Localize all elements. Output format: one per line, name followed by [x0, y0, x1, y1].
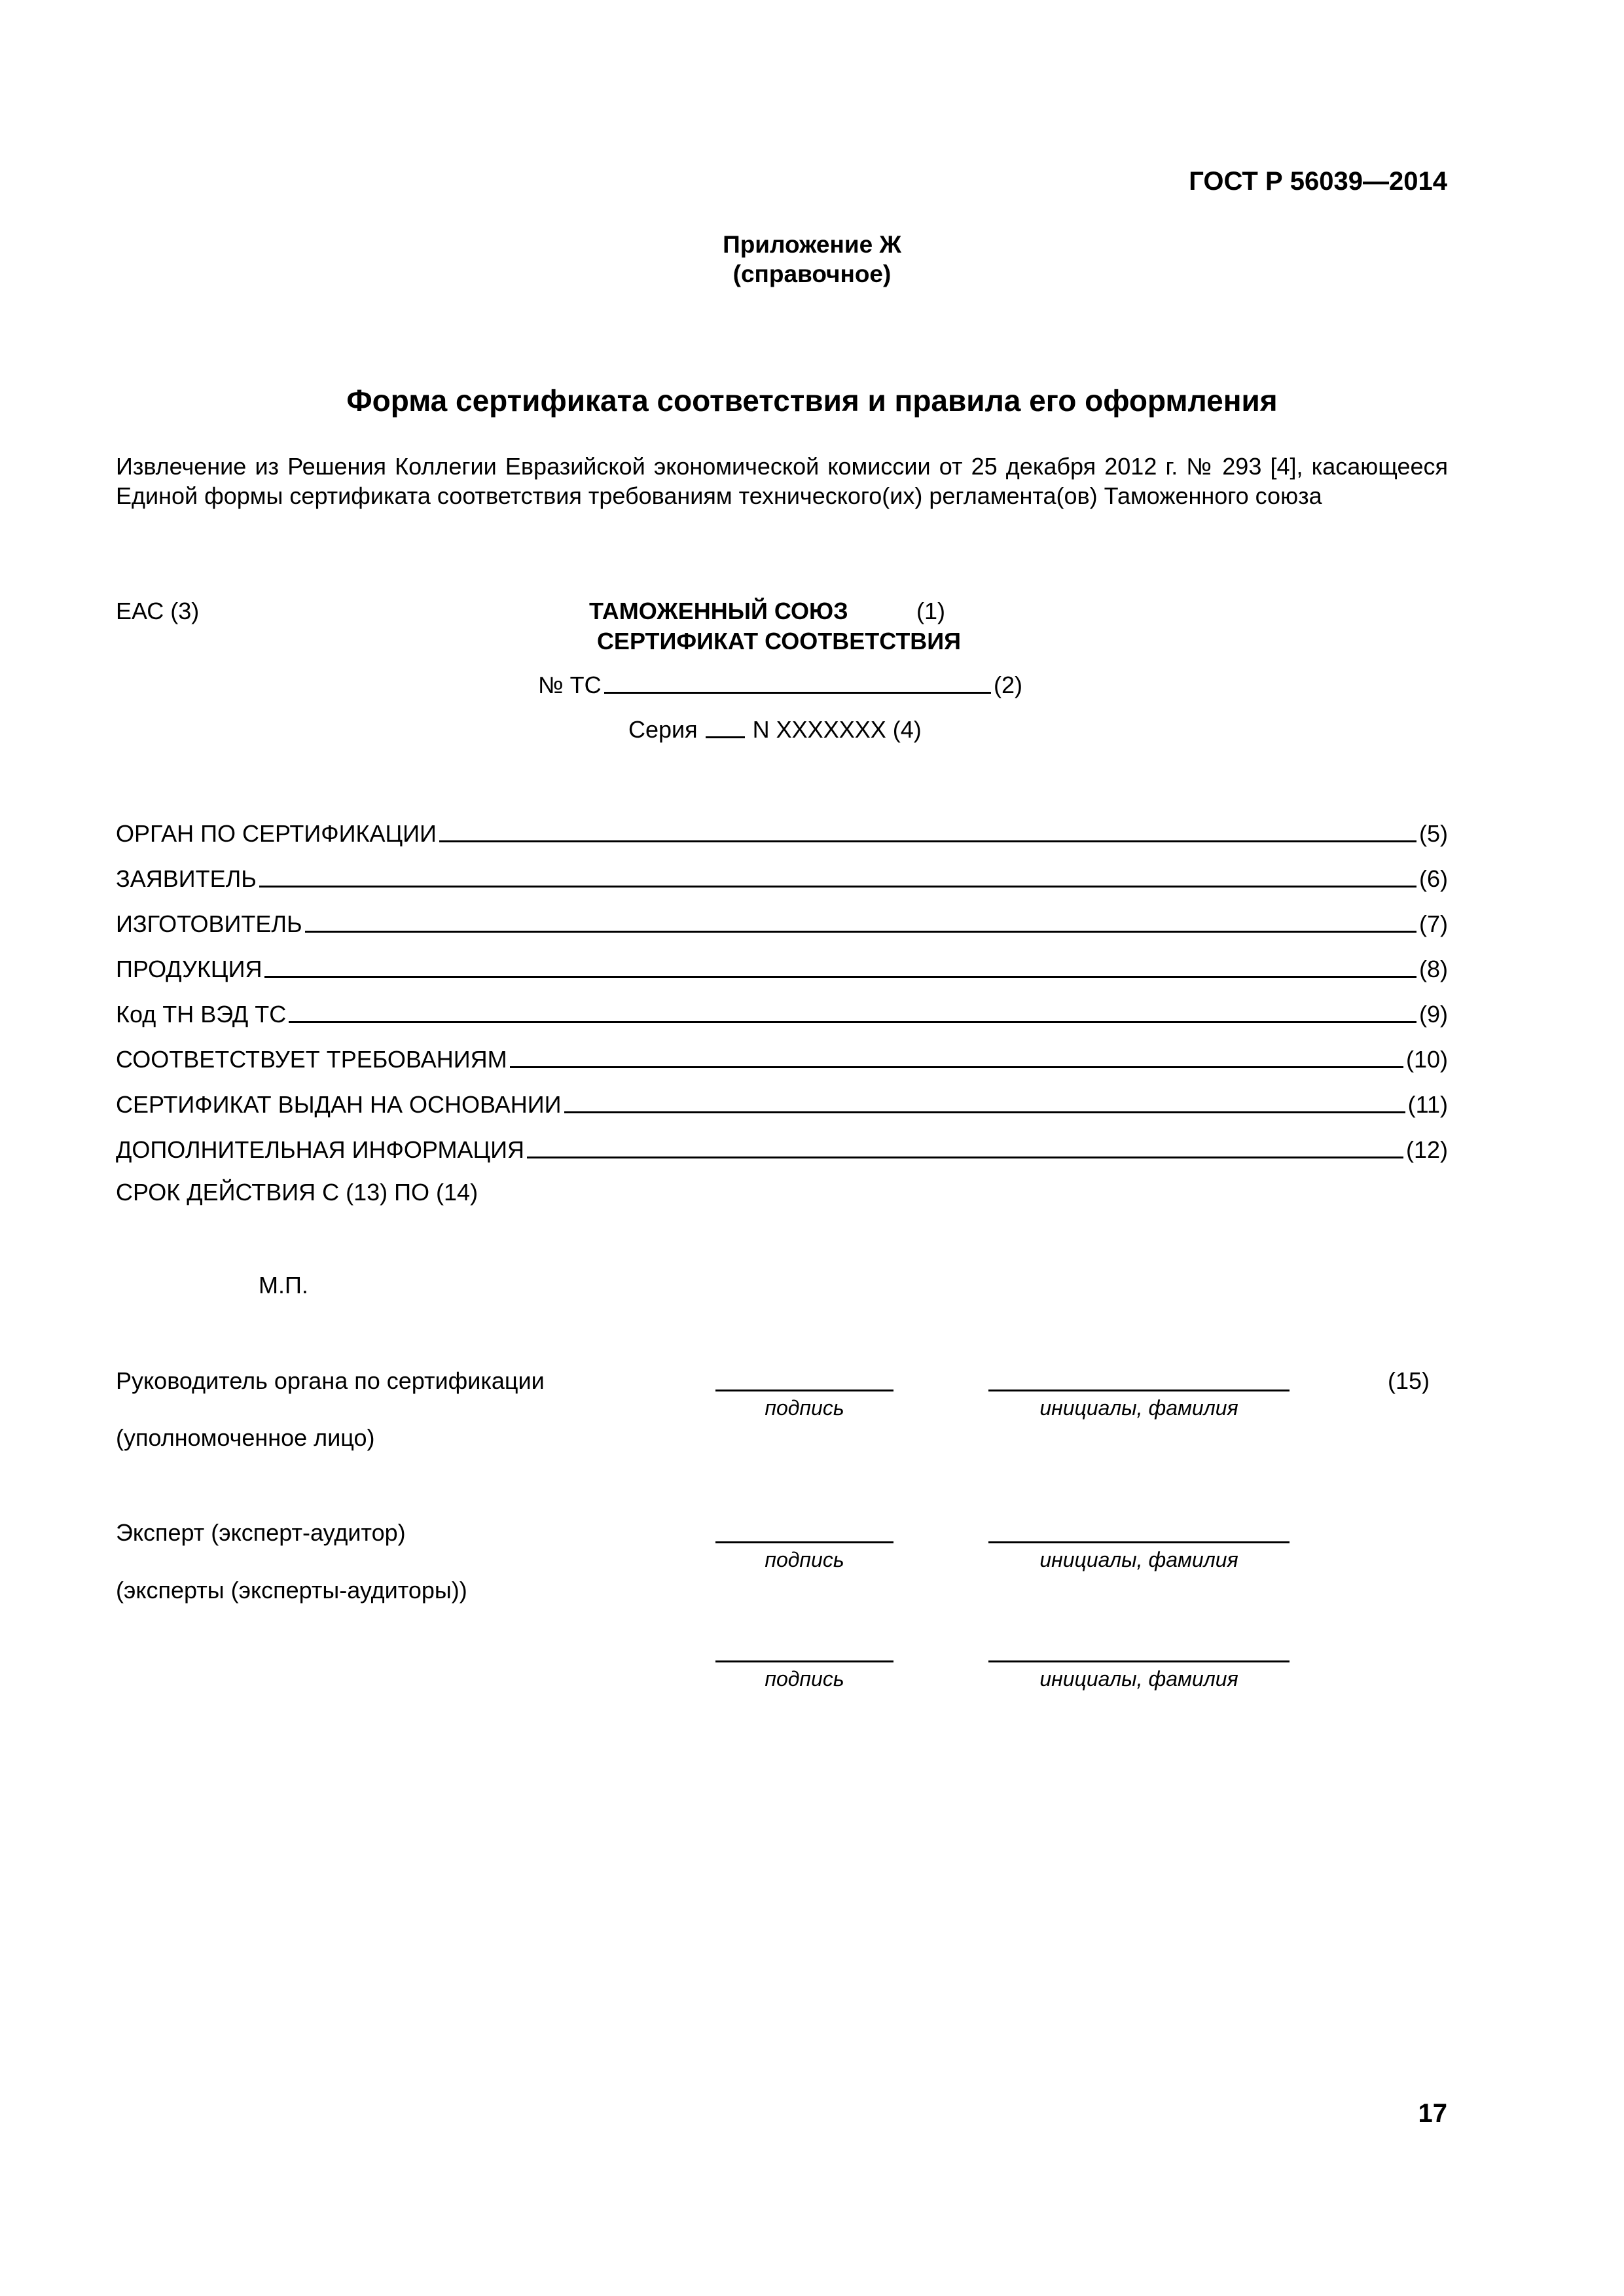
field-number: (12) — [1405, 1136, 1448, 1163]
field-label: ЗАЯВИТЕЛЬ — [116, 865, 257, 892]
expert-name-line — [988, 1541, 1290, 1543]
field-blank — [289, 1020, 1416, 1023]
name-caption: инициалы, фамилия — [1039, 1667, 1238, 1691]
head-signature-line — [715, 1390, 893, 1391]
field-row — [116, 865, 1448, 893]
field-number: (7) — [1419, 910, 1448, 937]
field-label: ДОПОЛНИТЕЛЬНАЯ ИНФОРМАЦИЯ — [116, 1136, 524, 1163]
field-label: ПРОДУКЦИЯ — [116, 956, 262, 982]
annex-title: Приложение Ж — [723, 231, 901, 258]
series-row — [628, 715, 943, 744]
field-row — [116, 1045, 1448, 1073]
field-label: СООТВЕТСТВУЕТ ТРЕБОВАНИЯМ — [116, 1046, 507, 1073]
field-label: ИЗГОТОВИТЕЛЬ — [116, 910, 302, 937]
field-number: (11) — [1407, 1091, 1448, 1118]
series-label: Серия — [628, 716, 698, 743]
field-label: СЕРТИФИКАТ ВЫДАН НА ОСНОВАНИИ — [116, 1091, 562, 1118]
page-title: Форма сертификата соответствия и правила его оформления — [346, 384, 1278, 418]
field-number: (8) — [1419, 956, 1448, 982]
field-blank — [305, 930, 1416, 933]
certificate-number-num: (2) — [994, 672, 1022, 698]
field-row — [116, 910, 1448, 938]
experts-label: (эксперты (эксперты-аудиторы)) — [116, 1577, 467, 1604]
field-row — [116, 1090, 1448, 1119]
name-caption: инициалы, фамилия — [1039, 1548, 1238, 1571]
head-name-line — [988, 1390, 1290, 1391]
authorized-person-label: (уполномоченное лицо) — [116, 1424, 375, 1451]
eac-mark-label: ЕАС (3) — [116, 598, 200, 624]
head-of-body-label: Руководитель органа по сертификации — [116, 1367, 545, 1394]
field-row — [116, 1000, 1448, 1028]
field-label: ОРГАН ПО СЕРТИФИКАЦИИ — [116, 820, 437, 847]
head-signature-number: (15) — [1388, 1367, 1430, 1394]
field-row — [116, 819, 1448, 848]
field-row — [116, 955, 1448, 983]
customs-union-number: (1) — [916, 598, 945, 624]
validity-period: СРОК ДЕЙСТВИЯ С (13) ПО (14) — [116, 1179, 478, 1206]
field-number: (6) — [1419, 865, 1448, 892]
field-blank — [439, 840, 1416, 842]
certificate-number-blank — [604, 691, 991, 694]
customs-union-heading: ТАМОЖЕННЫЙ СОЮЗ — [589, 598, 848, 624]
certificate-title: СЕРТИФИКАТ СООТВЕТСТВИЯ — [596, 628, 962, 655]
field-number: (9) — [1419, 1001, 1448, 1028]
name-caption: инициалы, фамилия — [1039, 1396, 1238, 1420]
document-code: ГОСТ Р 56039—2014 — [1189, 167, 1447, 196]
expert2-signature-line — [715, 1660, 893, 1662]
annex-type: (справочное) — [732, 260, 892, 287]
field-label: Код ТН ВЭД ТС — [116, 1001, 287, 1028]
expert-signature-line — [715, 1541, 893, 1543]
expert-label: Эксперт (эксперт-аудитор) — [116, 1519, 406, 1546]
series-blank — [706, 736, 745, 738]
expert2-name-line — [988, 1660, 1290, 1662]
field-number: (5) — [1419, 820, 1448, 847]
field-blank — [564, 1111, 1405, 1113]
field-blank — [264, 975, 1416, 978]
field-blank — [527, 1156, 1403, 1158]
signature-caption: подпись — [765, 1667, 844, 1691]
field-blank — [510, 1066, 1403, 1068]
field-blank — [259, 885, 1416, 888]
field-number: (10) — [1405, 1046, 1448, 1073]
signature-caption: подпись — [765, 1548, 844, 1571]
seal-place-label: М.П. — [259, 1272, 308, 1299]
series-number: N XXXXXXX (4) — [752, 716, 922, 743]
field-row — [116, 1136, 1448, 1164]
certificate-number-label: № ТС — [538, 672, 602, 698]
signature-caption: подпись — [765, 1396, 844, 1420]
page-number: 17 — [1418, 2099, 1447, 2128]
certificate-number-row — [538, 671, 1022, 699]
intro-paragraph: Извлечение из Решения Коллегии Евразийской экономической комиссии от 25 декабря 2012 г. № 293 [4], касающееся Единой формы сертификата соответствия требованиям технического(их) регламента(ов) Таможенного союза — [116, 453, 1448, 509]
